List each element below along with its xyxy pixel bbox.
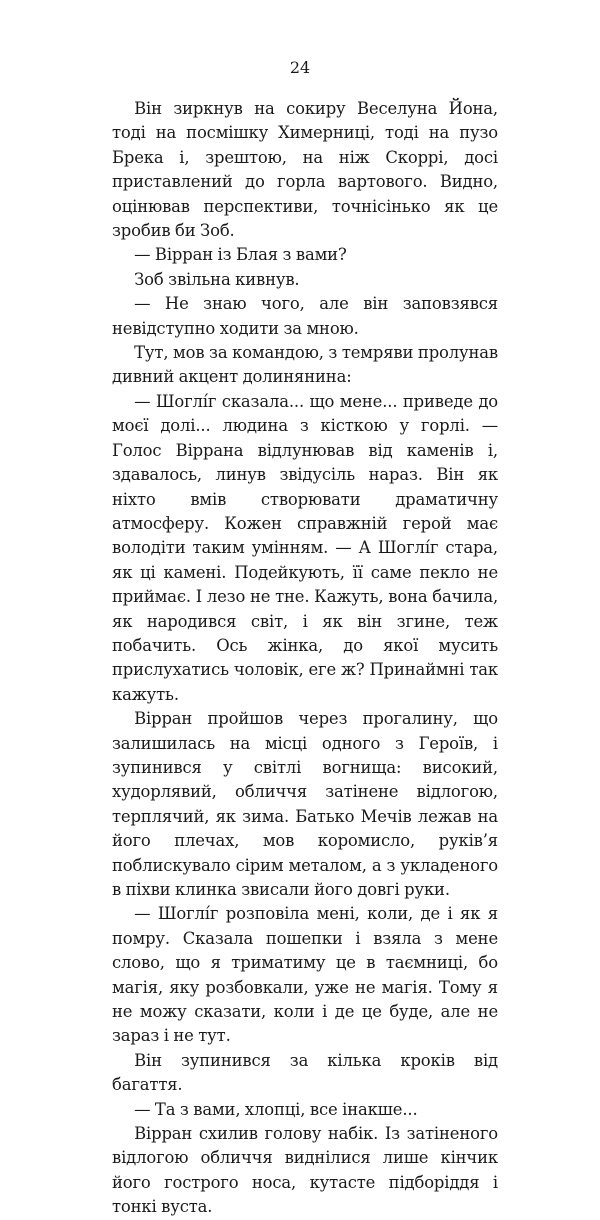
paragraph: Вірран пройшов через прогалину, що залишилась на місці одного з Героїв, і зупинився у світлі вогнища: високий, худорлявий, обличчя затінене відлогою, терплячий, як зима. Батько Мечів лежав на його плечах, мов коромисло, руків’я поблискувало сірим металом, а з укладеного в піхви клинка звисали його довгі руки. [112,709,498,899]
paragraph: Він зиркнув на сокиру Веселуна Йона, тоді на посмішку Химерниці, тоді на пузо Брека і, зрештою, на ніж Скоррі, досі приставлений до горла вартового. Видно, оцінював перспективи, точнісінько як це зробив би Зоб. [112,99,498,241]
paragraph: Він зупинився за кілька кроків від багаття. [112,1050,498,1095]
paragraph: — Не знаю чого, але він заповзявся невідступно ходити за мною. [112,294,498,338]
paragraph: Тут, мов за командою, з темряви пролунав дивний акцент долинянина: [112,343,498,387]
paragraph: — Шоглі́г розповіла мені, коли, де і як я помру. Сказала пошепки і взяла з мене слово, що я триматиму це в таємниці, бо магія, яку розбовкали, уже не магія. Тому я не можу сказати, коли і де це буде, але не зараз і не тут. [112,904,498,1046]
paragraph: Зоб звільна кивнув. [134,269,300,289]
page-number: 24 [289,58,311,77]
body-text [112,97,498,1220]
paragraph: — Вірран із Блая з вами? [134,245,347,265]
paragraph: — Та з вами, хлопці, все інакше... [134,1099,418,1119]
paragraph: — Шоглі́г сказала... що мене... приведе до моєї долі... людина з кісткою у горлі. — Голос Віррана відлунював від каменів і, здавалось, линув звідусіль нараз. Він як ніхто вмів створювати драматичну атмосферу. Кожен справжній герой має володіти таким умінням. — А Шоглі́г стара, як ці камені. Подейкують, її саме пекло не приймає. І лезо не тне. Кажуть, вона бачила, як народився світ, і як він згине, теж побачить. Ось жінка, до якої мусить прислухатись чоловік, еге ж? Принаймні так кажуть. [112,391,498,704]
paragraph: Вірран схилив голову набік. Із затіненого відлогою обличчя виднілися лише кінчик його гострого носа, кутасте підборіддя і тонкі вуста. [112,1124,498,1217]
